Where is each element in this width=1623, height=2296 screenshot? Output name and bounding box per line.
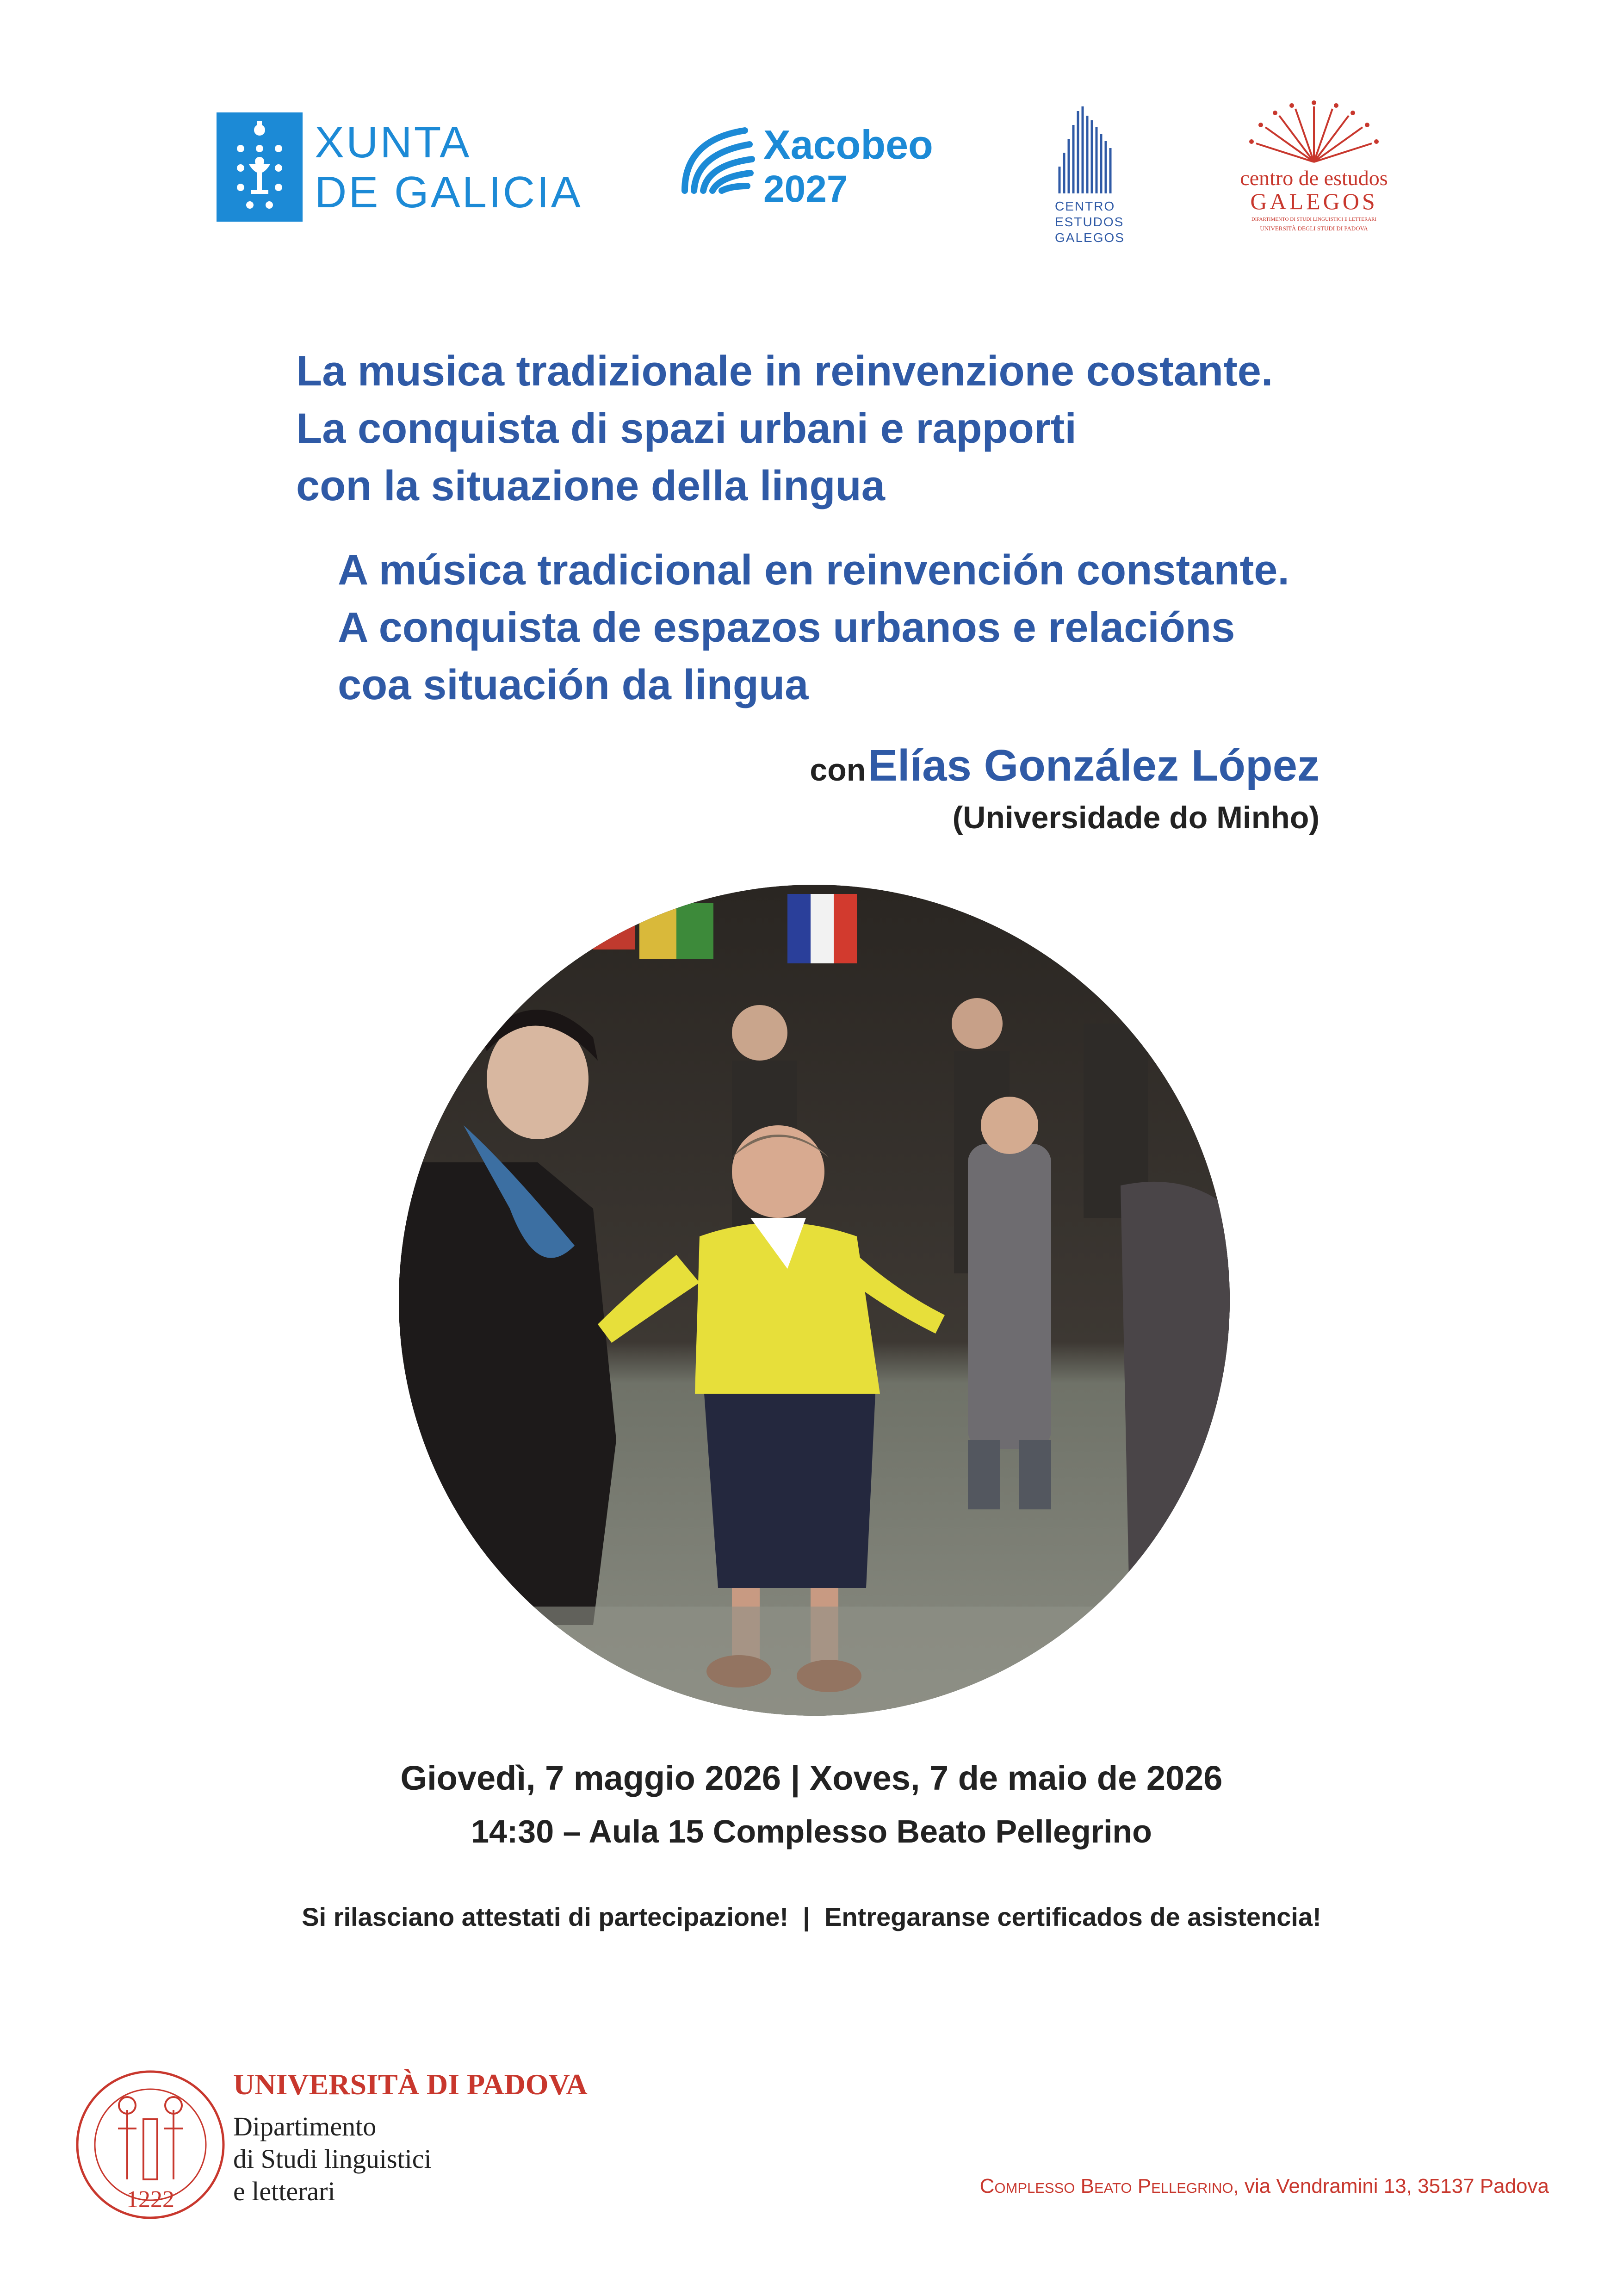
title-gl-line: A música tradicional en reinvención constante. <box>338 546 1289 594</box>
xacobeo-logo <box>675 121 962 218</box>
xunta-line2: DE GALICIA <box>315 168 582 217</box>
ceg-line1: CENTRO <box>1055 199 1115 213</box>
cegal-line2: GALEGOS <box>1250 188 1378 214</box>
speaker-name: Elías González López <box>867 741 1319 790</box>
title-gl-line: A conquista de espazos urbanos e relacións <box>338 604 1235 651</box>
title-it-line: La musica tradizionale in reinvenzione costante. <box>296 348 1273 395</box>
xunta-emblem-icon <box>217 112 303 222</box>
title-italian <box>296 342 1273 515</box>
dept-line2: di Studi linguistici <box>233 2144 432 2174</box>
title-it-line: con la situazione della lingua <box>296 462 885 509</box>
xunta-logo <box>217 112 601 222</box>
ceg-line3: GALEGOS <box>1055 230 1125 245</box>
speaker-affiliation: (Universidade do Minho) <box>952 800 1319 835</box>
xacobeo-line1: Xacobeo <box>763 122 933 168</box>
building-lines-icon <box>1055 106 1120 194</box>
photo-illustration <box>399 885 1230 1716</box>
ceg-line2: ESTUDOS <box>1055 215 1124 229</box>
xunta-line1: XUNTA <box>315 118 471 167</box>
title-galician <box>338 541 1289 714</box>
dancers-photo <box>399 885 1230 1716</box>
dept-line1: Dipartimento <box>233 2111 377 2141</box>
university-name: UNIVERSITÀ DI PADOVA <box>233 2068 588 2101</box>
cegal-line1: centro de estudos <box>1240 166 1388 190</box>
address-place: Complesso Beato Pellegrino <box>979 2175 1233 2197</box>
event-time-place: 14:30 – Aula 15 Complesso Beato Pellegrino <box>471 1813 1152 1849</box>
speaker-prefix: con <box>810 752 866 788</box>
scallop-shell-icon <box>675 121 759 200</box>
seal-year: 1222 <box>126 2186 174 2213</box>
address <box>980 2175 1549 2198</box>
certificate-notice: Si rilasciano attestati di partecipazione! | Entregaranse certificados de asistencia! <box>302 1902 1321 1931</box>
title-gl-line: coa situación da lingua <box>338 661 809 708</box>
sunburst-icon <box>1231 97 1397 167</box>
cegal-line3: DIPARTIMENTO DI STUDI LINGUISTICI E LETTERARI <box>1251 217 1377 222</box>
university-seal-icon <box>74 2064 227 2230</box>
address-rest: , via Vendramini 13, 35137 Padova <box>1233 2175 1549 2197</box>
speaker <box>810 740 1319 791</box>
centro-estudos-galegos-logo <box>1050 106 1129 250</box>
event-date: Giovedì, 7 maggio 2026 | Xoves, 7 de maio de 2026 <box>400 1759 1223 1797</box>
xacobeo-line2: 2027 <box>763 168 848 210</box>
title-it-line: La conquista di spazi urbani e rapporti <box>296 405 1077 452</box>
cegal-padova-logo <box>1231 97 1397 241</box>
padova-university-logo <box>74 2064 588 2230</box>
dept-line3: e letterari <box>233 2176 335 2206</box>
cegal-line4: UNIVERSITÀ DEGLI STUDI DI PADOVA <box>1260 225 1368 232</box>
